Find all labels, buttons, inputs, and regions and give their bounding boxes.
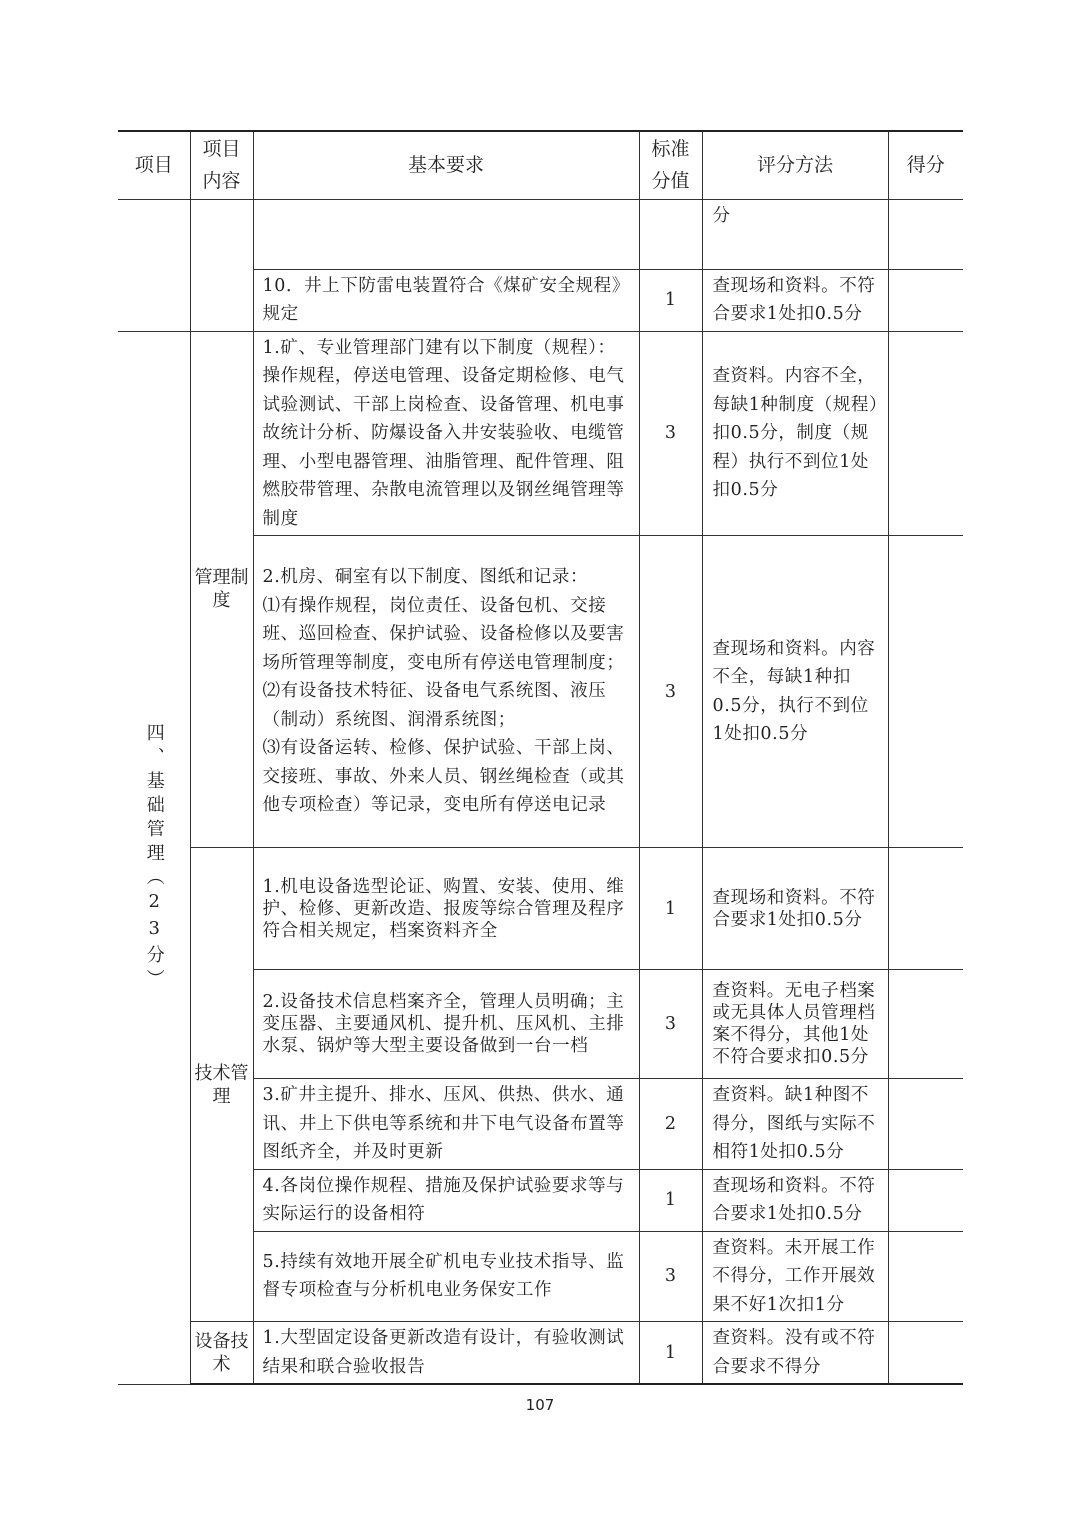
score-cell: 2 [639,1079,702,1170]
method-cell: 查资料。无电子档案或无具体人员管理档案不得分，其他1处不符合要求扣0.5分 [702,970,888,1079]
method-cell: 查现场和资料。不符合要求1处扣0.5分 [702,269,888,331]
requirement-cell: 3.矿井主提升、排水、压风、供热、供水、通讯、井上下供电等系统和井下电气设备布置等图纸齐全，并及时更新 [253,1079,639,1170]
subcategory-cell: 技术管理 [190,848,253,1322]
result-cell [888,970,963,1079]
method-cell: 查资料。未开展工作不得分，工作开展效果不好1次扣1分 [702,1231,888,1322]
requirement-line: 2.机房、硐室有以下制度、图纸和记录： [262,567,589,588]
header-row [118,131,963,199]
evaluation-table [118,130,963,1385]
method-cell: 查资料。内容不全，每缺1种制度（规程）扣0.5分，制度（规程）执行不到位1处扣0.5分 [702,331,888,536]
score-cell: 3 [639,536,702,848]
method-cell: 查资料。缺1种图不得分，图纸与实际不相符1处扣0.5分 [702,1079,888,1170]
method-cell: 分 [702,199,888,269]
requirement-line: ⑶有设备运转、检修、保护试验、干部上岗、交接班、事故、外来人员、钢丝绳检查（或其他专项检查）等记录，变电所有停送电记录 [262,738,625,816]
result-cell [888,1079,963,1170]
requirement-line: ⑵有设备技术特征、设备电气系统图、液压（制动）系统图、润滑系统图； [262,681,607,730]
requirement-cell: 4.各岗位操作规程、措施及保护试验要求等与实际运行的设备相符 [253,1169,639,1231]
result-cell [888,1169,963,1231]
result-cell [888,269,963,331]
subcategory-cell: 设备技术 [190,1322,253,1385]
requirement-cell [253,199,639,269]
result-cell [888,199,963,269]
method-cell: 查现场和资料。内容不全，每缺1种扣0.5分，执行不到位1处扣0.5分 [702,536,888,848]
requirement-line: ⑴有操作规程，岗位责任、设备包机、交接班、巡回检查、保护试验、设备检修以及要害场所管理等制度，变电所有停送电管理制度； [262,595,625,673]
table-row-continuation [118,199,963,269]
result-cell [888,536,963,848]
header-score: 标准 分值 [639,131,702,199]
score-cell: 1 [639,1322,702,1385]
score-cell: 1 [639,848,702,970]
subcategory-cell: 管理制度 [190,331,253,848]
method-cell: 查资料。没有或不符合要求不得分 [702,1322,888,1385]
method-cell: 查现场和资料。不符合要求1处扣0.5分 [702,848,888,970]
method-cell: 查现场和资料。不符合要求1处扣0.5分 [702,1169,888,1231]
category-cell-prev [118,199,190,331]
page-number: 107 [525,1396,555,1414]
score-cell: 3 [639,331,702,536]
table-row [118,1322,963,1385]
result-cell [888,1322,963,1385]
header-content: 项目 内容 [190,131,253,199]
category-cell [118,331,190,1384]
result-cell [888,1231,963,1322]
score-cell [639,199,702,269]
requirement-cell: 5.持续有效地开展全矿机电专业技术指导、监督专项检查与分析机电业务保安工作 [253,1231,639,1322]
result-cell [888,331,963,536]
requirement-cell: 2.设备技术信息档案齐全，管理人员明确；主变压器、主要通风机、提升机、压风机、主排水泵、锅炉等大型主要设备做到一台一档 [253,970,639,1079]
subcategory-cell-prev [190,199,253,331]
header-requirement: 基本要求 [253,131,639,199]
requirement-cell: 1.大型固定设备更新改造有设计，有验收测试结果和联合验收报告 [253,1322,639,1385]
header-method: 评分方法 [702,131,888,199]
requirement-cell: 10．井上下防雷电装置符合《煤矿安全规程》规定 [253,269,639,331]
result-cell [888,848,963,970]
requirement-cell: 1.机电设备选型论证、购置、安装、使用、维护、检修、更新改造、报废等综合管理及程序符合相关规定，档案资料齐全 [253,848,639,970]
requirement-cell [253,536,639,848]
header-item: 项目 [118,131,190,199]
category-label: 四、基础管理（23分） [143,722,165,993]
score-cell: 3 [639,1231,702,1322]
score-cell: 1 [639,1169,702,1231]
table-row [118,848,963,970]
score-cell: 3 [639,970,702,1079]
score-cell: 1 [639,269,702,331]
table-row [118,331,963,536]
requirement-cell: 1.矿、专业管理部门建有以下制度（规程）：操作规程，停送电管理、设备定期检修、电气试验测试、干部上岗检查、设备管理、机电事故统计分析、防爆设备入井安装验收、电缆管理、小型电器管理、油脂管理、配件管理、阻燃胶带管理、杂散电流管理以及钢丝绳管理等制度 [253,331,639,536]
header-result: 得分 [888,131,963,199]
